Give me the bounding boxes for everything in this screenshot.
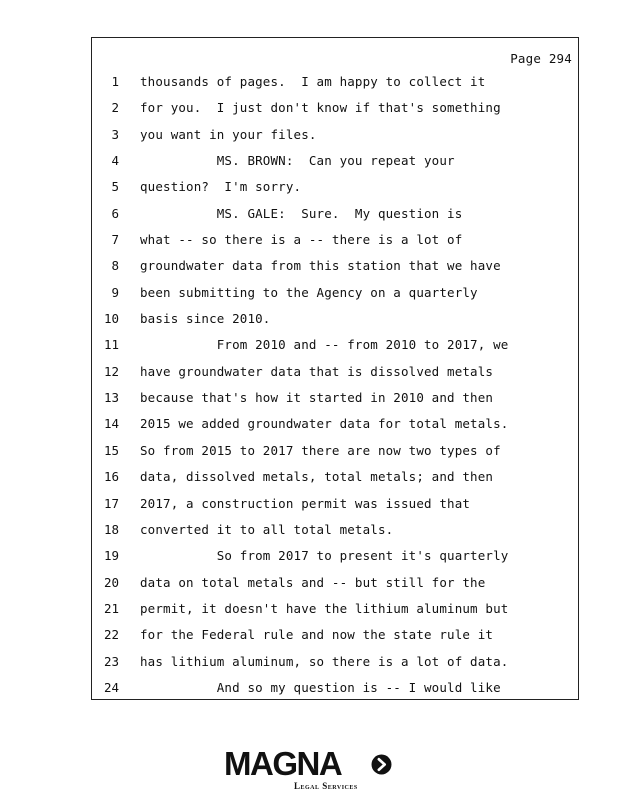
- line-text: From 2010 and -- from 2010 to 2017, we: [140, 337, 509, 353]
- line-text: MS. GALE: Sure. My question is: [140, 205, 463, 221]
- line-text: 2017, a construction permit was issued that: [140, 495, 471, 511]
- transcript-line: [92, 307, 578, 333]
- line-number: 22: [103, 627, 119, 643]
- line-text: for you. I just don't know if that's something: [140, 100, 501, 116]
- line-number: 18: [103, 521, 119, 537]
- transcript-line: [92, 412, 578, 438]
- transcript-line: [92, 623, 578, 649]
- line-text: And so my question is -- I would like: [140, 679, 501, 695]
- line-number: 12: [103, 363, 119, 379]
- chevron-circle-icon: [371, 754, 392, 775]
- transcript-line: [92, 386, 578, 412]
- line-text: So from 2015 to 2017 there are now two types of: [140, 442, 501, 458]
- transcript-line: [92, 149, 578, 175]
- line-text: 2015 we added groundwater data for total metals.: [140, 416, 509, 432]
- line-number: 21: [103, 600, 119, 616]
- line-number: 6: [111, 205, 119, 221]
- line-number: 3: [111, 126, 119, 142]
- line-text: converted it to all total metals.: [140, 521, 394, 537]
- line-text: thousands of pages. I am happy to collect it: [140, 74, 486, 89]
- line-number: 10: [103, 311, 119, 327]
- line-number: 8: [111, 258, 119, 274]
- transcript-page: [91, 37, 579, 700]
- transcript-line: [92, 123, 578, 149]
- transcript-lines: [92, 70, 578, 702]
- line-number: 19: [103, 548, 119, 564]
- line-number: 5: [111, 179, 119, 195]
- line-text: has lithium aluminum, so there is a lot of data.: [140, 653, 509, 669]
- line-text: permit, it doesn't have the lithium aluminum but: [140, 600, 509, 616]
- line-text: groundwater data from this station that we have: [140, 258, 501, 274]
- transcript-line: [92, 439, 578, 465]
- line-number: 2: [111, 100, 119, 116]
- transcript-line: [92, 333, 578, 359]
- page-number: Page 294: [510, 51, 572, 66]
- line-number: 17: [103, 495, 119, 511]
- magna-logo: [224, 746, 394, 792]
- line-number: 23: [103, 653, 119, 669]
- line-number: 13: [103, 390, 119, 406]
- logo-wordmark: MAGNA: [224, 745, 342, 782]
- line-text: So from 2017 to present it's quarterly: [140, 548, 509, 564]
- transcript-line: [92, 254, 578, 280]
- transcript-line: [92, 571, 578, 597]
- line-text: MS. BROWN: Can you repeat your: [140, 153, 455, 169]
- line-number: 24: [103, 679, 119, 695]
- line-text: because that's how it started in 2010 and then: [140, 390, 494, 406]
- transcript-line: [92, 96, 578, 122]
- line-number: 7: [111, 232, 119, 248]
- transcript-line: [92, 281, 578, 307]
- transcript-line: [92, 465, 578, 491]
- line-text: you want in your files.: [140, 126, 317, 142]
- transcript-line: [92, 518, 578, 544]
- transcript-line: [92, 202, 578, 228]
- transcript-line: [92, 650, 578, 676]
- line-number: 14: [103, 416, 119, 432]
- line-text: have groundwater data that is dissolved metals: [140, 363, 494, 379]
- line-text: data on total metals and -- but still for the: [140, 574, 486, 590]
- line-number: 20: [103, 574, 119, 590]
- transcript-line: [92, 175, 578, 201]
- line-text: basis since 2010.: [140, 311, 271, 327]
- transcript-line: [92, 228, 578, 254]
- transcript-line: [92, 492, 578, 518]
- line-number: 1: [111, 74, 119, 89]
- line-number: 16: [103, 469, 119, 485]
- line-number: 11: [103, 337, 119, 353]
- line-number: 9: [111, 284, 119, 300]
- transcript-line: [92, 676, 578, 702]
- line-number: 15: [103, 442, 119, 458]
- transcript-line: [92, 360, 578, 386]
- line-text: what -- so there is a -- there is a lot of: [140, 232, 463, 248]
- line-text: been submitting to the Agency on a quarterly: [140, 284, 478, 300]
- logo-subtitle: Legal Services: [294, 781, 358, 791]
- transcript-line: [92, 70, 578, 96]
- line-text: data, dissolved metals, total metals; and then: [140, 469, 494, 485]
- line-number: 4: [111, 153, 119, 169]
- line-text: for the Federal rule and now the state rule it: [140, 627, 494, 643]
- transcript-line: [92, 597, 578, 623]
- line-text: question? I'm sorry.: [140, 179, 302, 195]
- transcript-line: [92, 544, 578, 570]
